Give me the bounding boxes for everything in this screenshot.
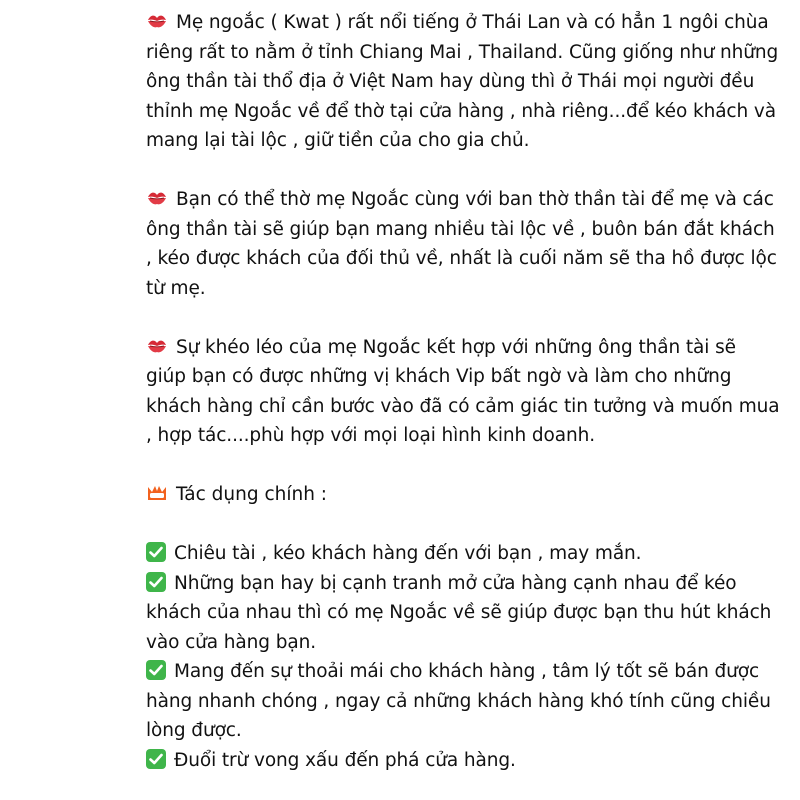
benefit-item: Đuổi trừ vong xấu đến phá cửa hàng. <box>146 746 780 776</box>
section-heading: Tác dụng chính : <box>146 480 780 510</box>
benefit-item: Những bạn hay bị cạnh tranh mở cửa hàng cạnh nhau để kéo khách của nhau thì có mẹ Ngoắc về sẽ giúp được bạn thu hút khách vào cửa hàng bạn. <box>146 572 772 653</box>
benefit-item: Mang đến sự thoải mái cho khách hàng , tâm lý tốt sẽ bán được hàng nhanh chóng , ngay cả những khách hàng khó tính cũng chiều lòng được. <box>146 661 771 741</box>
paragraph-customers: Sự khéo léo của mẹ Ngoắc kết hợp với những ông thần tài sẽ giúp bạn có được những vị khách Vip bất ngờ và làm cho những khách hàng chỉ cần bước vào đã có cảm giác tin tưởng và muốn mua , hợp tác....phù hợp với mọi loại hình kinh doanh. <box>146 336 780 446</box>
check-mark-button-icon <box>146 542 166 562</box>
kiss-mark-icon <box>146 11 168 31</box>
paragraph-worship: Bạn có thể thờ mẹ Ngoắc cùng với ban thờ thần tài để mẹ và các ông thần tài sẽ giúp bạn mang nhiều tài lộc về , buôn bán đắt khách , kéo được khách của đối thủ về, nhất là cuối năm sẽ tha hồ được lộc từ mẹ. <box>146 189 777 299</box>
paragraph-intro: Mẹ ngoắc ( Kwat ) rất nổi tiếng ở Thái Lan và có hẳn 1 ngôi chùa riêng rất to nằm ở tỉnh Chiang Mai , Thailand. Cũng giống như những ông thần tài thổ địa ở Việt Nam hay dùng thì ở Thái mọi người đều thỉnh mẹ Ngoắc về để thờ tại cửa hàng , nhà riêng...để kéo khách và mang lại tài lộc , giữ tiền của cho gia chủ. <box>146 12 779 151</box>
check-mark-button-icon <box>146 749 166 769</box>
kiss-mark-icon <box>146 336 168 356</box>
benefit-item: Chiêu tài , kéo khách hàng đến với bạn , may mắn. <box>146 539 780 569</box>
kiss-mark-icon <box>146 188 168 208</box>
name-badge-icon <box>146 483 168 503</box>
check-mark-button-icon <box>146 660 166 680</box>
check-mark-button-icon <box>146 572 166 592</box>
